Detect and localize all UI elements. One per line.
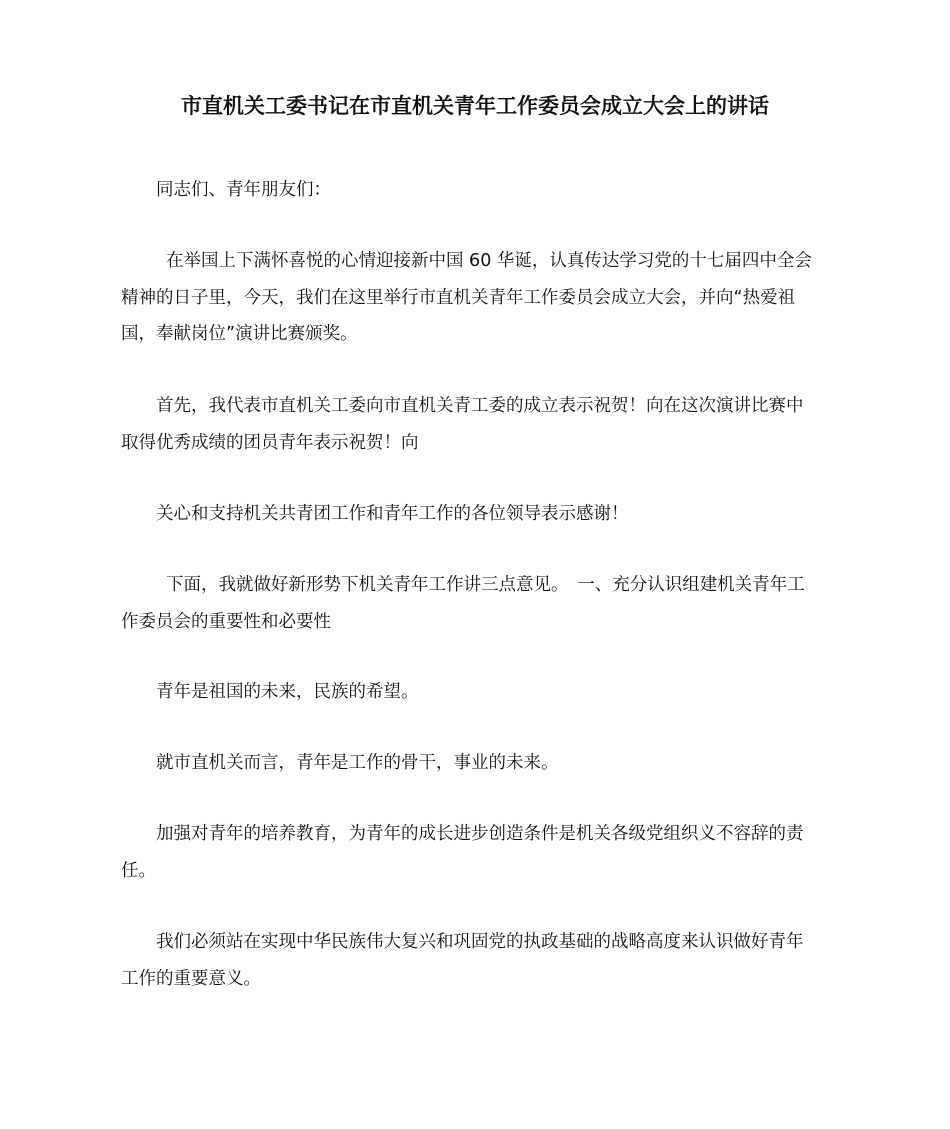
paragraph-line: 国，奉献岗位”演讲比赛颁奖。 [121, 324, 358, 344]
paragraph-significance [121, 924, 833, 997]
paragraph-responsibility [121, 816, 833, 889]
paragraph-line: 首先，我代表市直机关工委向市直机关青工委的成立表示祝贺！向在这次演讲比赛中 [156, 396, 804, 416]
paragraph-thanks [121, 496, 833, 533]
paragraph-line: 取得优秀成绩的团员青年表示祝贺！向 [121, 432, 419, 453]
paragraph-line: 在举国上下满怀喜悦的心情迎接新中国 60 华诞，认真传达学习党的十七届四中全会 [166, 251, 812, 271]
paragraph-line: 同志们、青年朋友们： [156, 180, 331, 200]
paragraph-line: 下面，我就做好新形势下机关青年工作讲三点意见。 一、充分认识组建机关青年工 [166, 575, 805, 595]
paragraph-line: 青年是祖国的未来，民族的希望。 [156, 682, 419, 702]
paragraph-opinions [121, 567, 833, 640]
paragraph-line: 就市直机关而言，青年是工作的骨干，事业的未来。 [156, 753, 559, 773]
paragraph-line: 我们必须站在实现中华民族伟大复兴和巩固党的执政基础的战略高度来认识做好青年 [156, 932, 804, 952]
paragraph-greeting [121, 172, 833, 209]
paragraph-line: 加强对青年的培养教育，为青年的成长进步创造条件是机关各级党组织义不容辞的责 [156, 824, 804, 844]
paragraph-congratulations [121, 388, 833, 461]
document-title: 市直机关工委书记在市直机关青年工作委员会成立大会上的讲话 [181, 94, 769, 118]
paragraph-line: 关心和支持机关共青团工作和青年工作的各位领导表示感谢！ [156, 504, 629, 524]
paragraph-line: 任。 [121, 860, 156, 881]
paragraph-line: 精神的日子里，今天，我们在这里举行市直机关青年工作委员会成立大会，并向“热爱祖 [121, 287, 796, 308]
paragraph-backbone [121, 745, 833, 782]
paragraph-line: 工作的重要意义。 [121, 968, 261, 989]
paragraph-line: 作委员会的重要性和必要性 [121, 611, 331, 632]
paragraph-intro [121, 243, 833, 353]
paragraph-youth-future [121, 674, 833, 711]
